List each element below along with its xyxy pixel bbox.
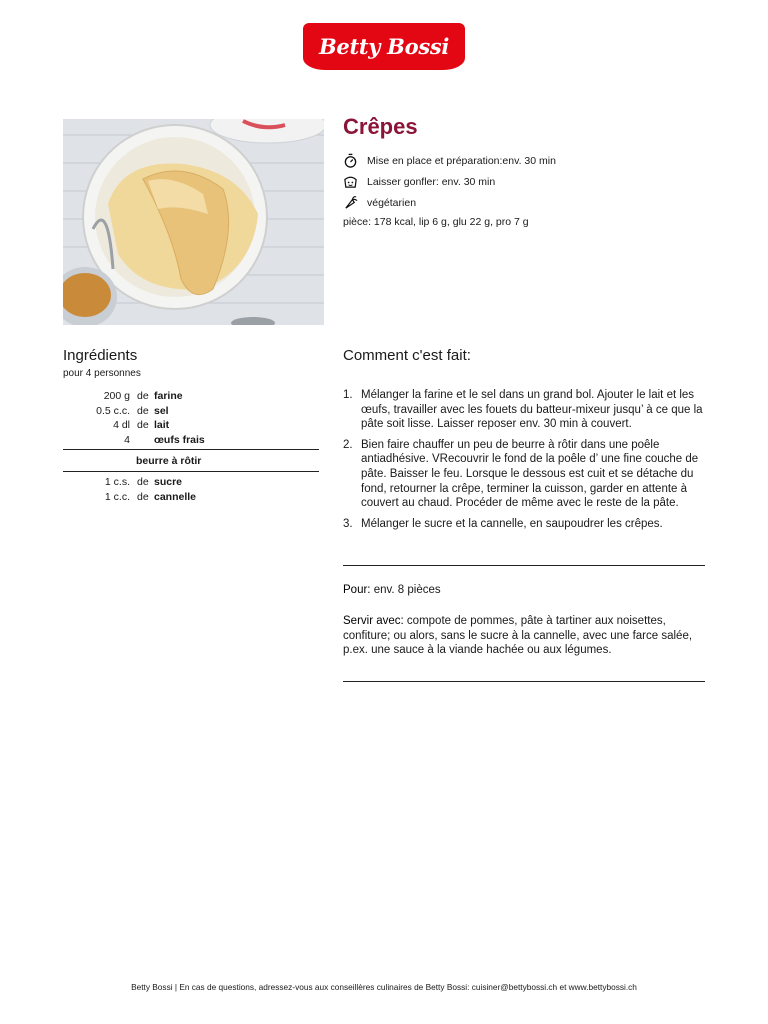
recipe-meta xyxy=(343,150,556,213)
ingredient-de: de xyxy=(137,490,149,503)
step-number: 1. xyxy=(343,389,353,401)
ingredients-title: Ingrédients xyxy=(63,347,138,364)
step-number: 2. xyxy=(343,438,353,451)
step-text: Bien faire chauffer un peu de beurre à rôtir dans une poêle antiadhésive. VRecouvrir le fond de la poêle d’ une fine couche de pâte. Baisser le feu. Lorsque le dessous est cuit et se détache du fond, retourner la crêpe, terminer la cuisson, garder en attente à couvert au chaud. Procéder de même avec le reste de la pâte. xyxy=(361,438,699,510)
meta-rest-time-text: Laisser gonfler: env. 30 min xyxy=(367,175,496,188)
ingredient-name: œufs frais xyxy=(154,433,205,446)
serving-label: Servir avec: xyxy=(343,615,404,627)
method-steps xyxy=(343,388,705,537)
step-number: 3. xyxy=(343,517,353,530)
ingredients-servings: pour 4 personnes xyxy=(63,368,141,379)
ingredient-row xyxy=(63,433,319,448)
footer-contact: Betty Bossi | En cas de questions, adressez-vous aux conseillères culinaires de Betty Bossi: cuisiner@bettybossi.ch et www.bettybossi.ch xyxy=(131,982,637,992)
ingredient-qty: 1 c.c. xyxy=(104,490,130,503)
ingredient-name: lait xyxy=(154,419,170,432)
ingredient-qty: 4 xyxy=(124,433,130,446)
meta-prep-time xyxy=(343,150,556,171)
stopwatch-icon xyxy=(343,153,358,168)
method-title: Comment c'est fait: xyxy=(343,347,471,364)
rising-dough-icon xyxy=(343,174,358,189)
ingredient-row xyxy=(63,475,319,490)
brand-logo-text: Betty Bossi xyxy=(318,34,450,59)
method-step xyxy=(343,438,705,511)
ingredient-divider xyxy=(63,449,319,450)
ingredient-row xyxy=(63,490,319,505)
section-divider xyxy=(343,681,705,682)
ingredient-de: de xyxy=(137,404,149,417)
ingredient-name: sel xyxy=(154,404,169,417)
method-step xyxy=(343,517,705,532)
ingredient-row xyxy=(63,404,319,419)
meta-prep-time-text: Mise en place et préparation:env. 30 min xyxy=(367,154,556,167)
ingredient-name: farine xyxy=(154,390,183,403)
ingredient-row xyxy=(63,418,319,433)
ingredients-list xyxy=(63,389,319,504)
serving-suggestion xyxy=(343,614,705,658)
meta-rest-time xyxy=(343,171,556,192)
ingredient-qty: 0.5 c.c. xyxy=(96,404,130,417)
recipe-title: Crêpes xyxy=(343,114,418,139)
brand-logo[interactable] xyxy=(303,23,465,70)
yield-info xyxy=(343,583,705,598)
ingredient-de: de xyxy=(137,390,149,403)
ingredient-qty: 4 dl xyxy=(113,419,130,432)
ingredient-group-heading: beurre à rôtir xyxy=(136,455,202,467)
section-divider xyxy=(343,565,705,566)
ingredient-de: de xyxy=(137,476,149,489)
nutrition-info: pièce: 178 kcal, lip 6 g, glu 22 g, pro 7 g xyxy=(343,216,529,228)
recipe-photo xyxy=(63,119,324,325)
step-text: Mélanger le sucre et la cannelle, en saupoudrer les crêpes. xyxy=(361,517,663,530)
yield-label: Pour: xyxy=(343,584,371,596)
ingredient-divider xyxy=(63,471,319,472)
ingredient-name: sucre xyxy=(154,476,183,489)
yield-value: env. 8 pièces xyxy=(373,584,441,596)
meta-diet-text: végétarien xyxy=(367,196,417,209)
ingredient-qty: 200 g xyxy=(103,390,130,403)
ingredient-name: cannelle xyxy=(154,490,197,503)
ingredient-de: de xyxy=(137,419,149,432)
serving-value: compote de pommes, pâte à tartiner aux noisettes, confiture; ou alors, sans le sucre à la cannelle, avec une farce salée, p.ex. une sauce à la viande hachée ou aux légumes. xyxy=(343,615,693,657)
method-step xyxy=(343,388,705,432)
meta-diet xyxy=(343,192,556,213)
ingredient-row xyxy=(63,389,319,404)
ingredient-qty: 1 c.s. xyxy=(104,476,130,489)
vegetarian-icon xyxy=(343,195,358,210)
step-text: Mélanger la farine et le sel dans un grand bol. Ajouter le lait et les œufs, travailler avec les fouets du batteur-mixeur jusqu’ à ce que la pâte soit lisse. Laisser reposer env. 30 min à couvert. xyxy=(361,389,703,431)
